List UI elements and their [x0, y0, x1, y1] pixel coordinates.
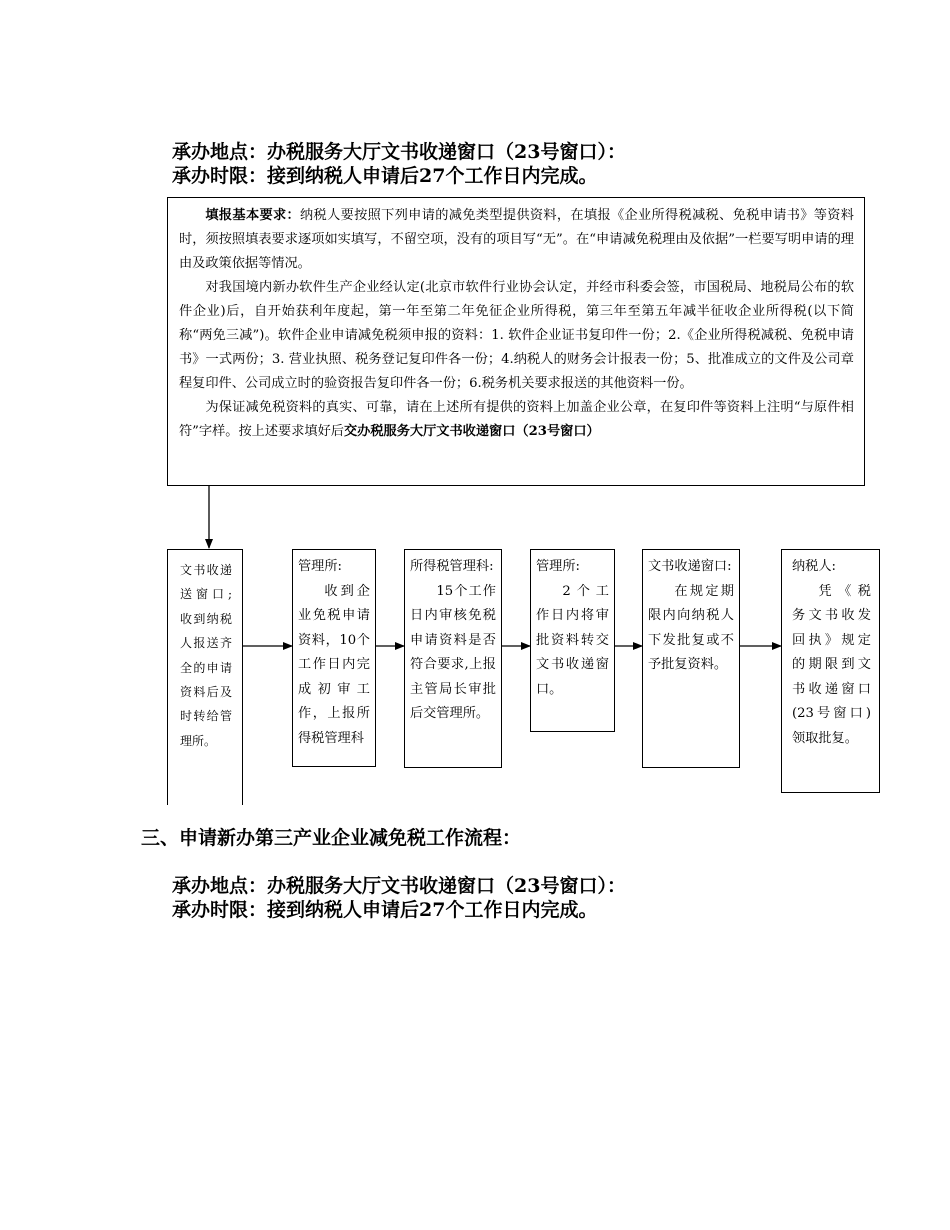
step-management-office-2: [530, 549, 615, 732]
location-line: 承办地点：办税服务大厅文书收递窗口（23号窗口）：: [172, 141, 626, 163]
section-3-title: 三、申请新办第三产业企业减免税工作流程：: [141, 827, 522, 849]
requirements-para-2: 对我国境内新办软件生产企业经认定(北京市软件行业协会认定，并经市科委会签，市国税局、地税局公布的软件企业)后，自开始获利年度起，第一年至第二年免征企业所得税，第三年至第五年减半征收企业所得税(以下简称“两免三减”)。软件企业申请减免税须申报的资料：1. 软件企业证书复印件一份；2.《企业所得税减税、免税申请书》一式两份；3. 营业执照、税务登记复印件各一份；4.纳税人的财务会计报表一份；5、批准成立的文件及公司章程复印件、公司成立时的验资报告复印件各一份；6.税务机关要求报送的其他资料一份。: [179, 280, 854, 391]
deadline-line: 承办时限：接到纳税人申请后27个工作日内完成。: [172, 165, 598, 187]
requirements-submit-window: 交办税服务大厅文书收递窗口（23号窗口）: [344, 424, 600, 439]
step-3-body: 15个工作日内审核免税申请资料是否符合要求,上报主管局长审批后交管理所。: [410, 583, 496, 721]
step-2-title: 管理所:: [298, 559, 343, 574]
step-5-title: 文书收递窗口:: [648, 559, 732, 574]
step-document-window: [167, 549, 243, 805]
requirements-text-1: 纳税人要按照下列申请的减免类型提供资料，在填报《企业所得税减税、免税申请书》等资料时，须按照填表要求逐项如实填写，不留空项，没有的项目写“无”。在“申请减免税理由及依据”一栏要写明申请的理由及政策依据等情况。: [179, 208, 854, 271]
step-3-title: 所得税管理科:: [410, 559, 494, 574]
requirements-label: 填报基本要求：: [205, 208, 301, 223]
step-5-body: 在规定期限内向纳税人下发批复或不予批复资料。: [648, 583, 734, 672]
step-management-office: [292, 549, 376, 767]
step-6-body: 凭《税务文书收发回执》规定的期限到文书收递窗口(23号窗口)领取批复。: [792, 583, 871, 746]
step-taxpayer: [781, 549, 880, 793]
section-3-deadline: 承办时限：接到纳税人申请后27个工作日内完成。: [172, 899, 598, 921]
step-2-body: 收到企业免税申请资料，10个工作日内完成初审工作，上报所得税管理科: [298, 583, 370, 746]
step-document-window-2: [642, 549, 740, 768]
step-1-text: 文书收递送窗口;收到纳税人报送齐全的申请资料后及时转给管理所。: [180, 563, 232, 748]
step-income-tax-section: [404, 549, 502, 768]
requirements-text-3: 为保证减免税资料的真实、可靠，请在上述所有提供的资料上加盖企业公章，在复印件等资料上注明“与原件相符”字样。按上述要求填好后: [179, 400, 854, 439]
step-6-title: 纳税人:: [792, 559, 837, 574]
step-4-title: 管理所:: [536, 559, 581, 574]
step-4-body: 2个工作日内将审批资料转交文书收递窗口。: [536, 583, 609, 697]
section-3-location: 承办地点：办税服务大厅文书收递窗口（23号窗口）：: [172, 875, 626, 897]
